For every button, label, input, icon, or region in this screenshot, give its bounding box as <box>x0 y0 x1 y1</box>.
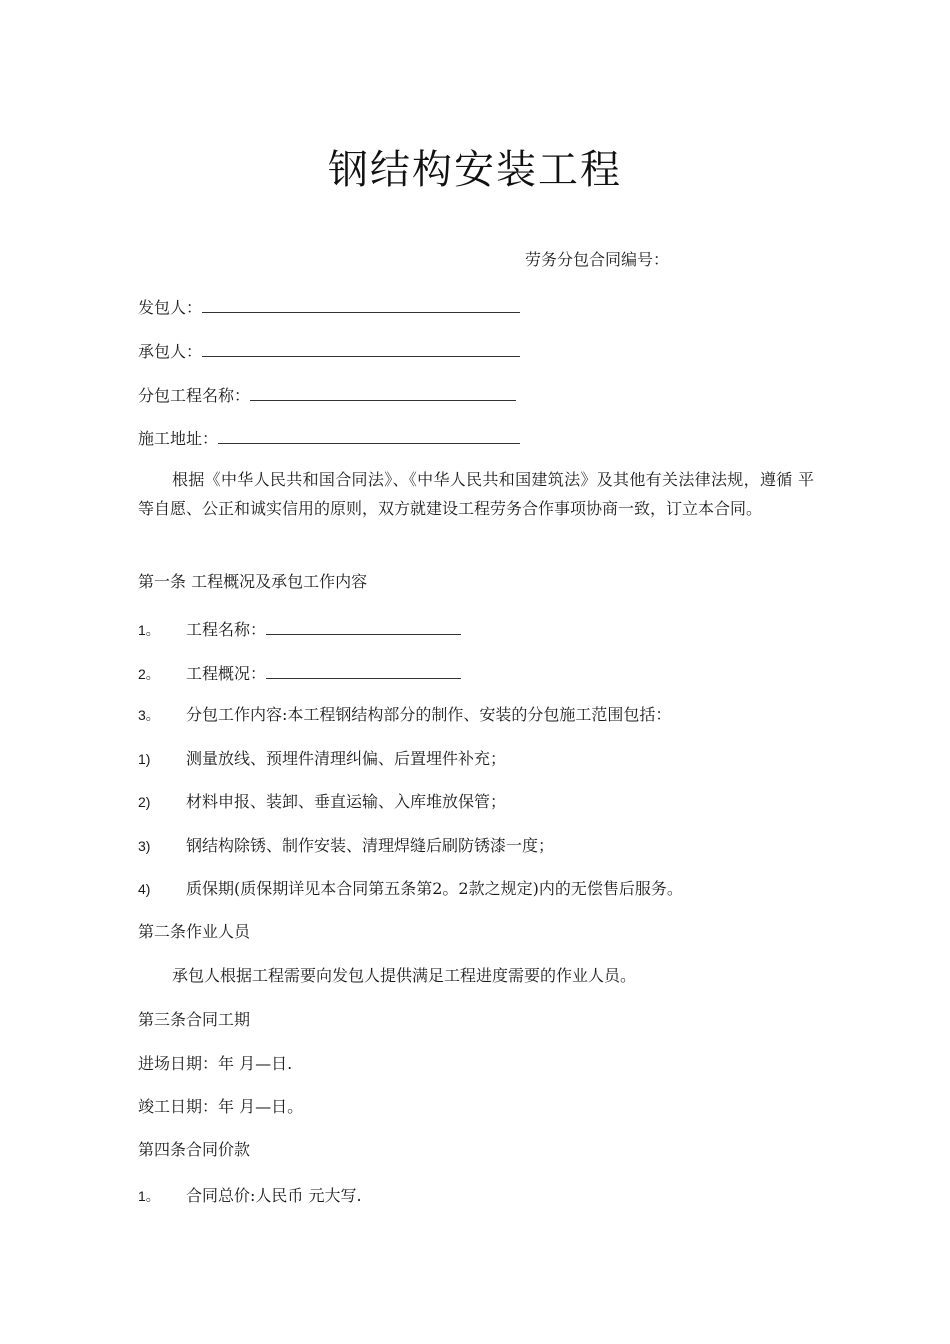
scope-subitem-3 <box>138 836 554 856</box>
site-address-field <box>138 427 520 449</box>
subitem-number: 2) <box>138 794 151 810</box>
article4-heading: 第四条合同价款 <box>138 1140 251 1159</box>
intro-paragraph: 根据《中华人民共和国合同法》、《中华人民共和国建筑法》及其他有关法律法规，遵循 平等自愿、公正和诚实信用的原则，双方就建设工程劳务合作事项协商一致，订立本合同。 <box>138 470 814 518</box>
contractor-field <box>138 340 520 362</box>
article1-item-1 <box>138 618 461 640</box>
employer-field <box>138 296 520 318</box>
item-number: 1。 <box>138 622 160 638</box>
item-number: 1。 <box>138 1188 160 1204</box>
employer-label: 发包人： <box>138 298 203 317</box>
subitem-text: 测量放线、预埋件清理纠偏、后置埋件补充； <box>186 749 507 768</box>
contractor-blank <box>202 340 520 357</box>
article1-item-3 <box>138 705 671 725</box>
article2-heading: 第二条作业人员 <box>138 922 251 941</box>
article4-item-1 <box>138 1186 362 1206</box>
project-title-blank <box>266 618 461 635</box>
project-name-label: 分包工程名称： <box>138 386 251 405</box>
subitem-number: 3) <box>138 838 151 854</box>
item-text: 工程名称： <box>186 620 267 639</box>
contract-number-label: 劳务分包合同编号： <box>525 250 670 269</box>
article2-body: 承包人根据工程需要向发包人提供满足工程进度需要的作业人员。 <box>172 966 637 985</box>
employer-blank <box>202 296 520 313</box>
site-address-label: 施工地址： <box>138 429 219 448</box>
scope-subitem-4 <box>138 879 683 899</box>
scope-subitem-1 <box>138 749 506 769</box>
project-name-blank <box>250 384 516 401</box>
subitem-text: 材料申报、装卸、垂直运输、入库堆放保管； <box>186 792 507 811</box>
article1-heading: 第一条 工程概况及承包工作内容 <box>138 572 368 591</box>
site-address-blank <box>218 427 520 444</box>
project-overview-blank <box>266 662 461 679</box>
item-text: 分包工作内容:本工程钢结构部分的制作、安装的分包施工范围包括： <box>186 705 672 724</box>
item-number: 3。 <box>138 707 160 723</box>
document-title: 钢结构安装工程 <box>328 147 622 193</box>
completion-date-line: 竣工日期：年 月—日。 <box>138 1097 304 1116</box>
subitem-number: 1) <box>138 751 151 767</box>
contractor-label: 承包人： <box>138 342 203 361</box>
item-number: 2。 <box>138 666 160 682</box>
project-name-field <box>138 384 516 406</box>
subitem-text: 钢结构除锈、制作安装、清理焊缝后刷防锈漆一度； <box>186 836 555 855</box>
article1-item-2 <box>138 662 461 684</box>
item-text: 合同总价:人民币 元大写. <box>186 1186 362 1205</box>
item-text: 工程概况： <box>186 664 267 683</box>
article3-heading: 第三条合同工期 <box>138 1010 251 1029</box>
subitem-number: 4) <box>138 881 151 897</box>
scope-subitem-2 <box>138 792 506 812</box>
start-date-line: 进场日期：年 月—日. <box>138 1054 293 1073</box>
subitem-text: 质保期(质保期详见本合同第五条第2。2款之规定)内的无偿售后服务。 <box>186 879 683 898</box>
